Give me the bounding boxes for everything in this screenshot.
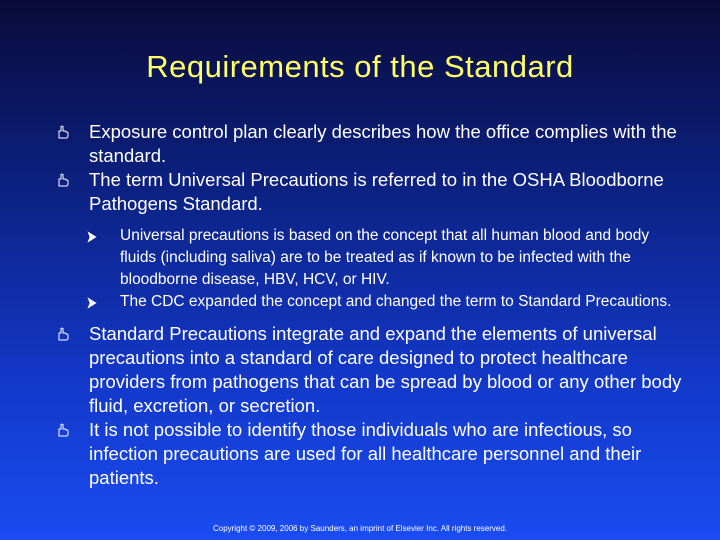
sub-bullet-text: The CDC expanded the concept and changed the term to Standard Precautions. — [120, 293, 672, 310]
bullet-text: It is not possible to identify those individuals who are infectious, so infection precautions are used for all healthcare personnel and their patients. — [89, 419, 642, 488]
bullet-item — [56, 120, 686, 168]
slide-title: Requirements of the Standard — [146, 49, 574, 84]
bullet-item — [56, 322, 686, 418]
sub-bullet-list — [56, 225, 686, 313]
hand-pointer-icon — [56, 327, 70, 341]
bullet-text: The term Universal Precautions is referred to in the OSHA Bloodborne Pathogens Standard. — [89, 169, 664, 214]
bullet-item — [56, 418, 686, 490]
bullet-list — [56, 120, 686, 490]
arrow-right-icon — [86, 231, 98, 243]
hand-pointer-icon — [56, 125, 70, 139]
sub-bullet-item — [56, 225, 686, 291]
copyright-footer: Copyright © 2009, 2006 by Saunders, an imprint of Elsevier Inc. All rights reserved. — [212, 524, 508, 533]
sub-bullet-text: Universal precautions is based on the concept that all human blood and body fluids (including saliva) are to be treated as if known to be infected with the bloodborne disease, HBV, HCV, or HIV. — [120, 227, 650, 288]
bullet-item — [56, 168, 686, 216]
hand-pointer-icon — [56, 173, 70, 187]
hand-pointer-icon — [56, 423, 70, 437]
arrow-right-icon — [86, 297, 98, 309]
sub-bullet-item — [56, 291, 686, 313]
bullet-text: Standard Precautions integrate and expand the elements of universal precautions into a standard of care designed to protect healthcare providers from pathogens that can be spread by blood or any other body fluid, excretion, or secretion. — [89, 323, 682, 416]
bullet-text: Exposure control plan clearly describes how the office complies with the standard. — [89, 121, 677, 166]
